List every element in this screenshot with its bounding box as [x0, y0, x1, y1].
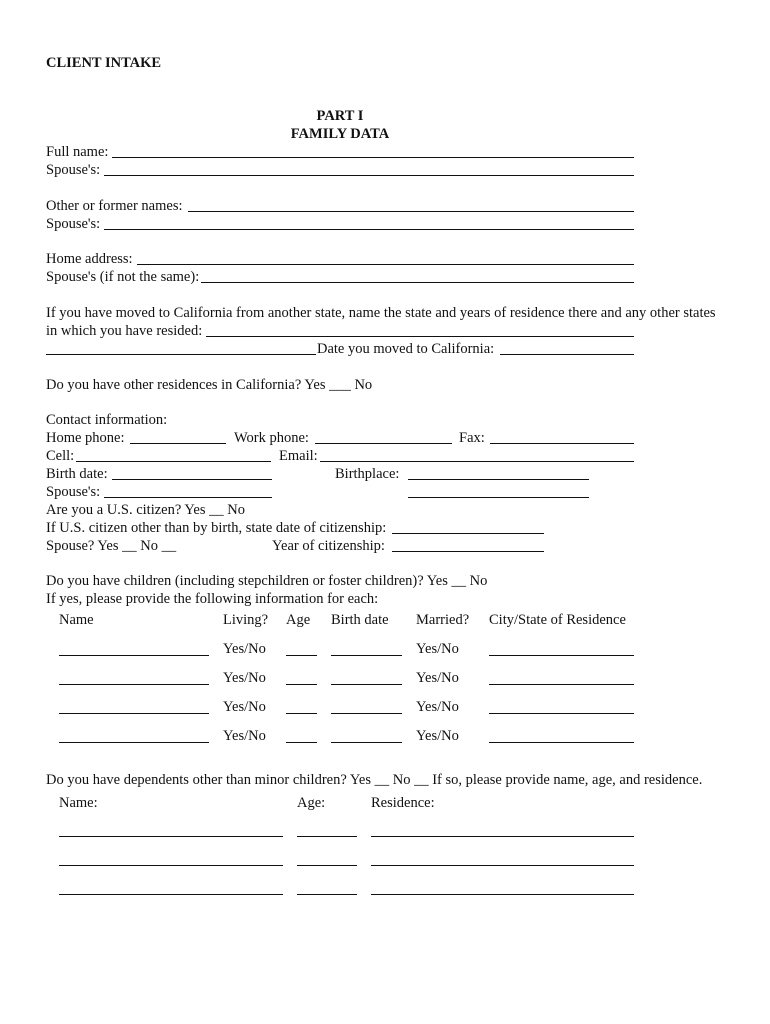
citizen-question: Are you a U.S. citizen? Yes __ No	[46, 502, 245, 518]
child-name-field[interactable]	[59, 684, 209, 685]
child-birth-date-field[interactable]	[331, 742, 402, 743]
cell-field[interactable]	[76, 461, 271, 462]
full-name-label: Full name:	[46, 144, 109, 160]
child-name-field[interactable]	[59, 713, 209, 714]
moved-question: If you have moved to California from another state, name the state and years of residence there and any other states	[46, 305, 716, 321]
child-age-field[interactable]	[286, 655, 317, 656]
date-moved-field[interactable]	[500, 354, 634, 355]
email-field[interactable]	[320, 461, 634, 462]
dependents-col-age: Age:	[297, 795, 326, 811]
other-names-label: Other or former names:	[46, 198, 183, 214]
child-residence-field[interactable]	[489, 684, 634, 685]
child-married-option[interactable]: Yes/No	[416, 670, 459, 686]
year-citizenship-label: Year of citizenship:	[272, 538, 385, 554]
children-col-name: Name	[59, 612, 94, 628]
child-married-option[interactable]: Yes/No	[416, 699, 459, 715]
spouse-address-field[interactable]	[201, 282, 634, 283]
fax-field[interactable]	[490, 443, 634, 444]
child-residence-field[interactable]	[489, 713, 634, 714]
dependent-name-field[interactable]	[59, 836, 283, 837]
dependent-age-field[interactable]	[297, 836, 357, 837]
child-married-option[interactable]: Yes/No	[416, 641, 459, 657]
children-question: Do you have children (including stepchildren or foster children)? Yes __ No	[46, 573, 488, 589]
birth-date-field[interactable]	[112, 479, 272, 480]
child-living-option[interactable]: Yes/No	[223, 699, 266, 715]
children-col-living: Living?	[223, 612, 269, 628]
child-age-field[interactable]	[286, 713, 317, 714]
children-col-birth-date: Birth date	[331, 612, 389, 628]
spouse-name-label: Spouse's:	[46, 162, 101, 178]
contact-heading: Contact information:	[46, 412, 168, 428]
email-label: Email:	[279, 448, 318, 464]
home-address-label: Home address:	[46, 251, 133, 267]
date-moved-label: Date you moved to California:	[317, 341, 495, 357]
spouse-other-names-label: Spouse's:	[46, 216, 101, 232]
child-age-field[interactable]	[286, 742, 317, 743]
moved-question-cont: in which you have resided:	[46, 323, 203, 339]
child-residence-field[interactable]	[489, 655, 634, 656]
other-residences-question: Do you have other residences in California? Yes ___ No	[46, 377, 373, 393]
dependents-col-name: Name:	[59, 795, 98, 811]
dependent-age-field[interactable]	[297, 894, 357, 895]
dependents-col-residence: Residence:	[371, 795, 435, 811]
cell-label: Cell:	[46, 448, 75, 464]
spouse-other-names-field[interactable]	[104, 229, 634, 230]
dependent-residence-field[interactable]	[371, 894, 634, 895]
dependent-name-field[interactable]	[59, 894, 283, 895]
citizenship-date-label: If U.S. citizen other than by birth, state date of citizenship:	[46, 520, 387, 536]
birthplace-label: Birthplace:	[335, 466, 400, 482]
document-title: CLIENT INTAKE	[46, 55, 162, 71]
spouse-birthplace-field[interactable]	[408, 497, 589, 498]
other-names-field[interactable]	[188, 211, 634, 212]
dependent-age-field[interactable]	[297, 865, 357, 866]
child-birth-date-field[interactable]	[331, 713, 402, 714]
child-living-option[interactable]: Yes/No	[223, 641, 266, 657]
work-phone-field[interactable]	[315, 443, 452, 444]
child-name-field[interactable]	[59, 742, 209, 743]
dependents-question: Do you have dependents other than minor children? Yes __ No __ If so, please provide name, age, and residence.	[46, 772, 703, 788]
home-address-field[interactable]	[137, 264, 634, 265]
home-phone-field[interactable]	[130, 443, 226, 444]
home-phone-label: Home phone:	[46, 430, 125, 446]
children-col-age: Age	[286, 612, 311, 628]
spouse-birth-date-field[interactable]	[104, 497, 272, 498]
section-heading: FAMILY DATA	[290, 126, 390, 142]
child-birth-date-field[interactable]	[331, 684, 402, 685]
spouse-birth-label: Spouse's:	[46, 484, 101, 500]
fax-label: Fax:	[459, 430, 485, 446]
prior-states-field-2[interactable]	[46, 354, 316, 355]
child-living-option[interactable]: Yes/No	[223, 670, 266, 686]
citizenship-date-field[interactable]	[392, 533, 544, 534]
prior-states-field[interactable]	[206, 336, 634, 337]
spouse-name-field[interactable]	[104, 175, 634, 176]
child-age-field[interactable]	[286, 684, 317, 685]
full-name-field[interactable]	[112, 157, 634, 158]
children-col-residence: City/State of Residence	[489, 612, 626, 628]
child-married-option[interactable]: Yes/No	[416, 728, 459, 744]
dependent-residence-field[interactable]	[371, 865, 634, 866]
children-col-married: Married?	[416, 612, 470, 628]
spouse-address-label: Spouse's (if not the same):	[46, 269, 200, 285]
birthplace-field[interactable]	[408, 479, 589, 480]
part-heading: PART I	[316, 108, 364, 124]
birth-date-label: Birth date:	[46, 466, 108, 482]
spouse-citizen-question: Spouse? Yes __ No __	[46, 538, 177, 554]
child-residence-field[interactable]	[489, 742, 634, 743]
child-birth-date-field[interactable]	[331, 655, 402, 656]
child-living-option[interactable]: Yes/No	[223, 728, 266, 744]
child-name-field[interactable]	[59, 655, 209, 656]
year-citizenship-field[interactable]	[392, 551, 544, 552]
dependent-name-field[interactable]	[59, 865, 283, 866]
work-phone-label: Work phone:	[234, 430, 309, 446]
children-instruction: If yes, please provide the following information for each:	[46, 591, 379, 607]
dependent-residence-field[interactable]	[371, 836, 634, 837]
